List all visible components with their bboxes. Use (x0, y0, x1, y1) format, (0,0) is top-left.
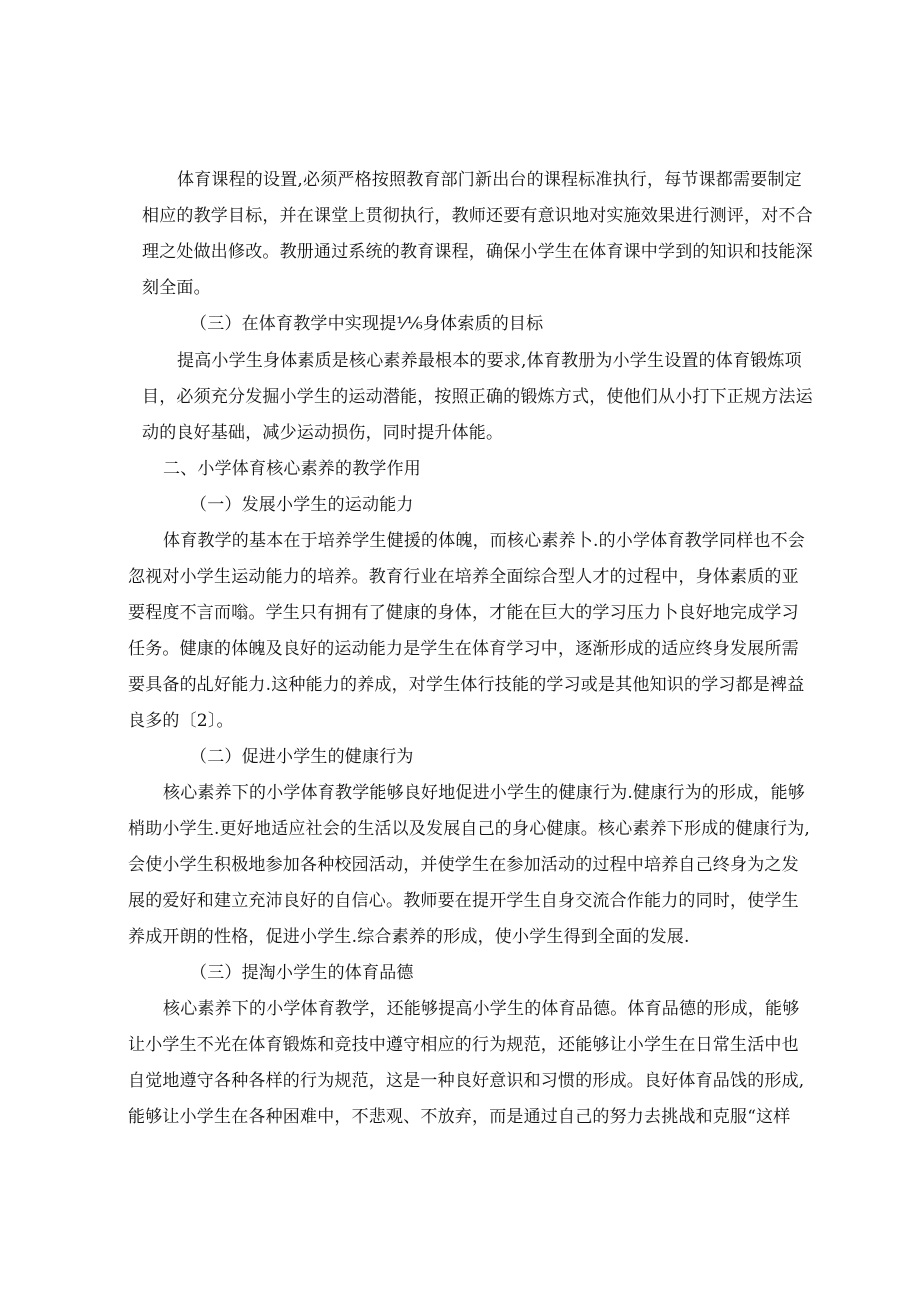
text-line: 刻全面。 (142, 278, 211, 298)
text-line: 核心素养下的小学体育教学，还能够提高小学生的体育品德。体育品德的形成，能够 (163, 999, 800, 1019)
text-line: 梢助小学生.更好地适应社会的生活以及发展自己的身心健康。核心素养下形成的健康行为, (128, 819, 811, 839)
text-line: 动的良好基础，减少运动损伤，同时提升体能。 (142, 423, 504, 443)
text-line: 体育教学的基本在于培养学生健援的体魄，而核心素养卜.的小学体育教学同样也不会 (163, 531, 806, 551)
text-line: 任务。健康的体魄及良好的运动能力是学生在体育学习中，逐渐形成的适应终身发展所需 (128, 639, 799, 659)
text-line: 理之处做出修改。教册通过系统的教育课程，确保小学生在体育课中学到的知识和技能深 (142, 242, 813, 262)
subsection-heading: （三）提淘小学生的体育品德 (190, 963, 414, 983)
text-line: 会使小学生积极地参加各种校园活动，并使学生在参加活动的过程中培养自己终身为之发 (128, 855, 799, 875)
text-line: 自觉地遵守各种各样的行为规范，这是一种良好意识和习惯的形成。良好体育品饯的形成, (128, 1071, 805, 1091)
text-line: 忽视对小学生运动能力的培养。教育行业在培养全面综合型人才的过程中，身体素质的亚 (128, 567, 799, 587)
text-line: 展的爱好和建立充沛良好的自信心。教师要在提开学生自身交流合作能力的同时，使学生 (128, 891, 799, 911)
text-line: 让小学生不光在体育锻炼和竞技中遵守相应的行为规范，还能够让小学生在日常生活中也 (128, 1035, 799, 1055)
text-line: 相应的教学目标，并在课堂上贯彻执行，教师还要有意识地对实施效果进行测评，对不合 (142, 206, 813, 226)
text-line: 核心素养下的小学体育教学能够良好地促进小学生的健康行为.健康行为的形成，能够 (163, 783, 806, 803)
text-line: 能够让小学生在各种困难中，不悲观、不放弃，而是通过自己的努力去挑战和克服“这样 (128, 1107, 791, 1127)
text-line: 养成开朗的性格，促进小学生.综合素养的形成，使小学生得到全面的发展. (128, 927, 690, 947)
section-heading: 二、小学体育核心素养的教学作用 (163, 459, 421, 479)
subsection-heading: （一）发展小学生的运动能力 (190, 495, 414, 515)
subsection-heading: （二）促进小学生的健康行为 (190, 747, 414, 767)
text-line: 目，必须充分发掘小学生的运动潜能，按照正确的锻炼方式，使他们从小打下正规方法运 (142, 387, 813, 407)
text-line: 良多的〔2〕。 (128, 711, 234, 731)
subsection-heading: （三）在体育教学中实现提⅟⅙身体索质的目标 (190, 314, 544, 334)
text-line: 要程度不言而嗡。学生只有拥有了健康的身体，才能在巨大的学习压力卜良好地完成学习 (128, 603, 799, 623)
text-line: 提高小学生身体素质是核心素养最根本的要求,体育教册为小学生设置的体育锻炼项 (177, 351, 802, 371)
text-line: 体育课程的设置,必须严格按照教育部门新出台的课程标准执行，每节课都需要制定 (177, 170, 802, 190)
text-line: 要具备的乩好能力.这种能力的养成，对学生体行技能的学习或是其他知识的学习都是裨益 (128, 675, 805, 695)
